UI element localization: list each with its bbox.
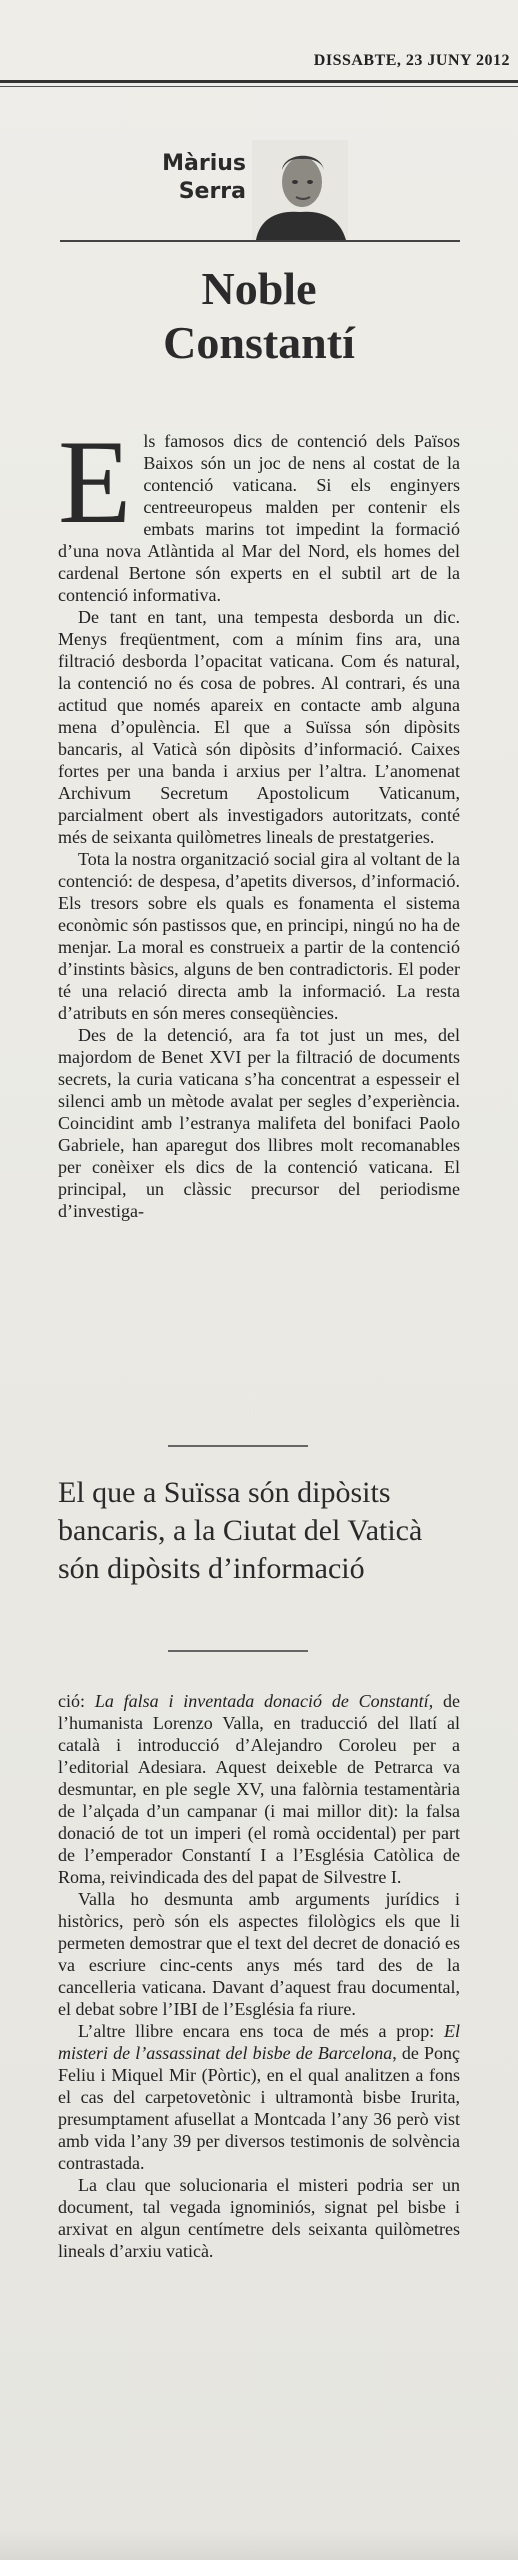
top-rule <box>0 80 518 83</box>
paragraph-2: De tant en tant, una tempesta desborda un dic. Menys freqüentment, com a mínim fins ara, una filtració desborda l’opacitat vaticana. Com és natural, la contenció no és cosa de pobres. Al contrari, és una actitud que només apareix en contacte amb alguna mena d’opulència. El que a Suïssa són dipòsits bancaris, al Vaticà són dipòsits d’informació. Caixes fortes per una banda i arxius per l’altra. L’anomenat Archivum Secretum Apostolicum Vaticanum, parcialment obert als investigadors autoritzats, conté més de seixanta quilòmetres lineals de prestatgeries. <box>58 607 460 847</box>
author-last-name: Serra <box>178 179 246 204</box>
book-title-2: El misteri de l’assassinat del bisbe de Barcelona <box>58 2021 460 2063</box>
page-bottom-shadow <box>0 2530 518 2560</box>
paragraph-5 <box>58 1690 460 1888</box>
headline <box>40 262 478 370</box>
bleed-through-text <box>408 150 518 270</box>
paragraph-6: Valla ho desmunta amb arguments jurídics i històrics, però són els aspectes filològics els que li permeten demostrar que el text del decret de donació es va escriure cinc-cents anys més tard des de la cancelleria vaticana. Davant d’aquest frau documental, el debat sobre l’IBI de l’Església fa riure. <box>58 1889 460 2019</box>
paragraph-7-start: L’altre llibre encara ens toca de més a prop: <box>78 2021 444 2041</box>
pull-quote-rule-top <box>168 1445 308 1447</box>
author-photo <box>252 140 348 240</box>
book-title-1: La falsa i inventada donació de Constantí <box>94 1691 429 1711</box>
paragraph-7 <box>58 2020 460 2174</box>
author-portrait-image <box>252 140 348 240</box>
paragraph-5-rest: , de l’humanista Lorenzo Valla, en traducció del llatí al català i introducció d’Alejandro Coroleu per a l’editorial Adesiara. Aquest deixeble de Petrarca va desmuntar, en ple segle XV, una falòrnia testamentària de l’alçada d’un campanar (i mai millor dit): la falsa donació de tot un imperi (el romà occidental) per part de l’emperador Constantí I a l’Església Catòlica de Roma, reivindicada des del papat de Silvestre I. <box>58 1691 460 1887</box>
author-rule <box>60 240 460 242</box>
headline-line-1: Noble <box>201 263 317 314</box>
paragraph-1 <box>58 415 460 606</box>
paragraph-8: La clau que solucionaria el misteri podria ser un document, tal vegada ignominiós, signat pel bisbe i arxivat en algun centímetre dels seixanta quilòmetres lineals d’arxiu vaticà. <box>58 2175 460 2261</box>
top-rule-thin <box>0 86 518 87</box>
paragraph-7-rest: , de Ponç Feliu i Miquel Mir (Pòrtic), en el qual analitzen a fons el cas del carpetovetònic i ultramontà bisbe Irurita, presumptament afusellat a Montcada l’any 36 però vist amb vida l’any 39 per diversos testimonis de solvència contrastada. <box>58 2043 460 2173</box>
author-first-name: Màrius <box>162 151 246 176</box>
article-body-part-1 <box>58 415 460 1350</box>
pull-quote-rule-bottom <box>168 1650 308 1652</box>
paragraph-1-text: ls famosos dics de contenció dels Països Baixos són un joc de nens al costat de la contenció vaticana. Si els enginyers centreeuropeus malden per contenir els embats marins tot impedint la formació d’una nova Atlàntida al Mar del Nord, els homes del cardenal Bertone són experts en el subtil art de la contenció informativa. <box>58 431 460 605</box>
pull-quote: El que a Suïssa són dipòsits bancaris, a la Ciutat del Vaticà són dipòsits d’informació <box>58 1476 423 1585</box>
headline-line-2: Constantí <box>163 317 355 368</box>
paragraph-4: Des de la detenció, ara fa tot just un mes, del majordom de Benet XVI per la filtració de documents secrets, la curia vaticana s’ha concentrat a espesseir el silenci amb un mètode avalat per segles d’experiència. Coincidint amb l’estranya malifeta del bonifaci Paolo Gabriele, han aparegut dos llibres molt recomanables per conèixer els dics de la contenció vaticana. El principal, un clàssic precursor del periodisme d’investiga- <box>58 1025 460 1221</box>
dateline: DISSABTE, 23 JUNY 2012 <box>313 52 510 69</box>
paragraph-3: Tota la nostra organització social gira al voltant de la contenció: de despesa, d’apetits diversos, d’informació. Els tresors sobre els quals es fonamenta el sistema econòmic són pastissos que, en principi, ningú no ha de menjar. La moral es construeix a partir de la contenció d’instints bàsics, alguns de ben contradictoris. El poder té una relació directa amb la informació. La resta d’atributs en són meres conseqüències. <box>58 849 460 1023</box>
author-name <box>136 150 246 206</box>
paragraph-5-start: ció: <box>58 1691 95 1711</box>
author-block <box>136 140 396 240</box>
article-body-part-2 <box>58 1690 460 2490</box>
drop-cap: E <box>58 415 132 548</box>
